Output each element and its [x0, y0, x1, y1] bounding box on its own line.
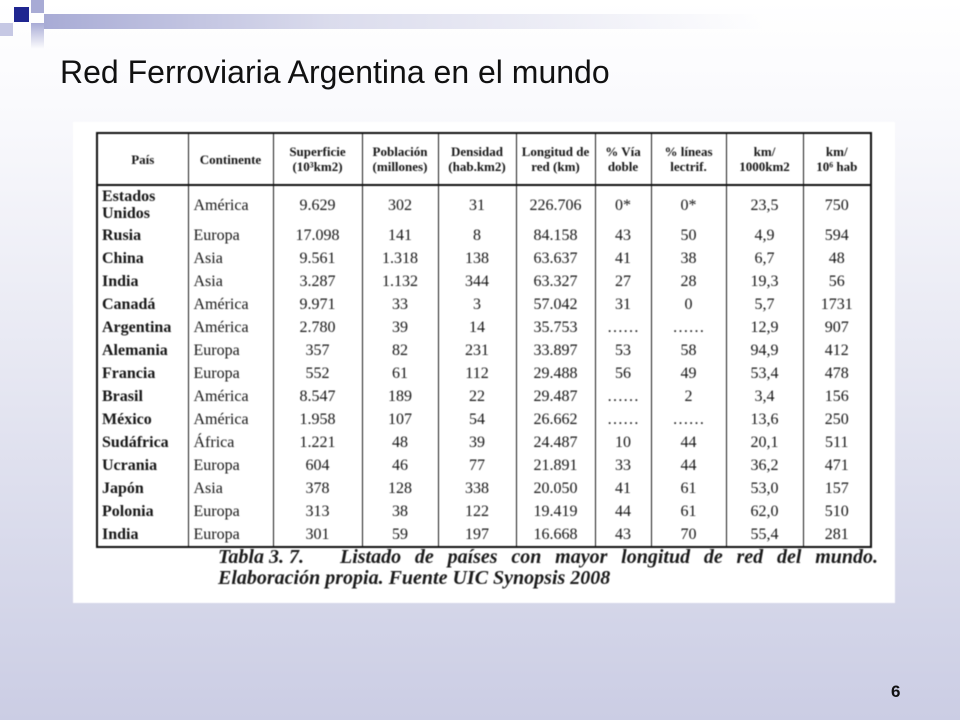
cell-population: 128: [362, 477, 438, 500]
cell-country: Estados Unidos: [97, 185, 188, 224]
cell-km-per-1000km2: 13,6: [726, 408, 803, 431]
table-row: [97, 316, 871, 339]
cell-density: 122: [438, 500, 516, 523]
cell-density: 3: [438, 293, 516, 316]
cell-network-length: 226.706: [516, 185, 595, 224]
cell-density: 54: [438, 408, 516, 431]
cell-electrified-pct: 0: [651, 293, 726, 316]
cell-network-length: 16.668: [516, 523, 595, 547]
cell-km-per-million-inhabitants: 1731: [803, 293, 871, 316]
column-header-line: 1000km2: [739, 159, 790, 174]
cell-double-track-pct: 10: [595, 431, 651, 454]
cell-network-length: 63.637: [516, 247, 595, 270]
cell-network-length: 19.419: [516, 500, 595, 523]
cell-population: 107: [362, 408, 438, 431]
table-row: [97, 339, 871, 362]
header-double-track-pct: [595, 133, 651, 185]
column-header-line: km/: [825, 144, 848, 159]
cell-population: 189: [362, 385, 438, 408]
column-header-line: Superficie: [289, 144, 346, 159]
cell-km-per-1000km2: 4,9: [726, 224, 803, 247]
cell-double-track-pct: 31: [595, 293, 651, 316]
cell-population: 61: [362, 362, 438, 385]
column-header-line: % líneas: [664, 144, 713, 159]
cell-double-track-pct: ……: [595, 316, 651, 339]
cell-km-per-1000km2: 55,4: [726, 523, 803, 547]
cell-electrified-pct: 70: [651, 523, 726, 547]
cell-population: 82: [362, 339, 438, 362]
cell-network-length: 21.891: [516, 454, 595, 477]
cell-km-per-million-inhabitants: 281: [803, 523, 871, 547]
table-body: [97, 185, 871, 547]
cell-continent: América: [188, 385, 273, 408]
cell-area: 1.958: [273, 408, 362, 431]
cell-electrified-pct: 28: [651, 270, 726, 293]
caption-label: Tabla 3. 7.: [218, 546, 304, 568]
header-area: [273, 133, 362, 185]
table-row: [97, 454, 871, 477]
cell-network-length: 35.753: [516, 316, 595, 339]
cell-double-track-pct: 0*: [595, 185, 651, 224]
header-electrified-pct: [651, 133, 726, 185]
cell-network-length: 33.897: [516, 339, 595, 362]
cell-km-per-1000km2: 53,4: [726, 362, 803, 385]
cell-area: 9.561: [273, 247, 362, 270]
cell-electrified-pct: ……: [651, 316, 726, 339]
cell-km-per-1000km2: 5,7: [726, 293, 803, 316]
cell-double-track-pct: 53: [595, 339, 651, 362]
cell-electrified-pct: 61: [651, 500, 726, 523]
cell-continent: Asia: [188, 270, 273, 293]
column-header-line: Densidad: [450, 144, 504, 159]
decorative-square-fade: [31, 23, 44, 49]
table-row: [97, 270, 871, 293]
cell-continent: África: [188, 431, 273, 454]
cell-electrified-pct: ……: [651, 408, 726, 431]
cell-area: 604: [273, 454, 362, 477]
cell-electrified-pct: 61: [651, 477, 726, 500]
cell-network-length: 29.488: [516, 362, 595, 385]
cell-area: 1.221: [273, 431, 362, 454]
column-header-line: (10³km2): [292, 159, 343, 174]
column-header-line: % Vía: [605, 144, 641, 159]
cell-population: 1.132: [362, 270, 438, 293]
cell-density: 22: [438, 385, 516, 408]
cell-area: 3.287: [273, 270, 362, 293]
cell-km-per-million-inhabitants: 907: [803, 316, 871, 339]
cell-density: 197: [438, 523, 516, 547]
cell-double-track-pct: 27: [595, 270, 651, 293]
cell-continent: Europa: [188, 339, 273, 362]
column-header-line: (hab.km2): [448, 159, 506, 174]
cell-density: 344: [438, 270, 516, 293]
cell-km-per-million-inhabitants: 412: [803, 339, 871, 362]
cell-area: 313: [273, 500, 362, 523]
decorative-square: [31, 0, 44, 13]
cell-electrified-pct: 50: [651, 224, 726, 247]
cell-km-per-million-inhabitants: 157: [803, 477, 871, 500]
cell-country: India: [97, 523, 188, 547]
cell-double-track-pct: ……: [595, 385, 651, 408]
cell-continent: Europa: [188, 224, 273, 247]
cell-km-per-million-inhabitants: 156: [803, 385, 871, 408]
cell-double-track-pct: 44: [595, 500, 651, 523]
cell-population: 59: [362, 523, 438, 547]
header-km-per-1000km2: [726, 133, 803, 185]
cell-km-per-million-inhabitants: 48: [803, 247, 871, 270]
decorative-gradient-bar: [44, 14, 764, 29]
table-row: [97, 362, 871, 385]
cell-population: 33: [362, 293, 438, 316]
cell-population: 48: [362, 431, 438, 454]
cell-area: 357: [273, 339, 362, 362]
cell-km-per-million-inhabitants: 594: [803, 224, 871, 247]
cell-country: Canadá: [97, 293, 188, 316]
cell-electrified-pct: 58: [651, 339, 726, 362]
header-km-per-million-inhabitants: [803, 133, 871, 185]
table-row: [97, 500, 871, 523]
cell-country: Brasil: [97, 385, 188, 408]
column-header-line: (millones): [372, 159, 428, 174]
cell-density: 8: [438, 224, 516, 247]
table-row: [97, 185, 871, 224]
page-number: 6: [891, 682, 901, 701]
cell-population: 38: [362, 500, 438, 523]
cell-double-track-pct: ……: [595, 408, 651, 431]
table-row: [97, 293, 871, 316]
cell-continent: América: [188, 408, 273, 431]
table-row: [97, 477, 871, 500]
header-density: [438, 133, 516, 185]
column-header-line: Población: [372, 144, 428, 159]
cell-network-length: 63.327: [516, 270, 595, 293]
cell-country: Argentina: [97, 316, 188, 339]
cell-km-per-1000km2: 20,1: [726, 431, 803, 454]
cell-km-per-million-inhabitants: 250: [803, 408, 871, 431]
cell-km-per-million-inhabitants: 471: [803, 454, 871, 477]
cell-population: 46: [362, 454, 438, 477]
cell-km-per-1000km2: 6,7: [726, 247, 803, 270]
table-row: [97, 385, 871, 408]
cell-network-length: 57.042: [516, 293, 595, 316]
cell-km-per-million-inhabitants: 750: [803, 185, 871, 224]
table-row: [97, 224, 871, 247]
cell-double-track-pct: 56: [595, 362, 651, 385]
cell-km-per-million-inhabitants: 56: [803, 270, 871, 293]
cell-continent: Europa: [188, 362, 273, 385]
cell-km-per-1000km2: 19,3: [726, 270, 803, 293]
cell-double-track-pct: 43: [595, 224, 651, 247]
cell-continent: América: [188, 185, 273, 224]
cell-network-length: 84.158: [516, 224, 595, 247]
table-row: [97, 431, 871, 454]
cell-double-track-pct: 33: [595, 454, 651, 477]
cell-continent: América: [188, 293, 273, 316]
table-row: [97, 523, 871, 547]
cell-km-per-1000km2: 12,9: [726, 316, 803, 339]
cell-density: 39: [438, 431, 516, 454]
cell-continent: Asia: [188, 477, 273, 500]
cell-double-track-pct: 41: [595, 247, 651, 270]
cell-country: Sudáfrica: [97, 431, 188, 454]
cell-country: Ucrania: [97, 454, 188, 477]
cell-density: 338: [438, 477, 516, 500]
cell-km-per-1000km2: 53,0: [726, 477, 803, 500]
cell-country: Alemania: [97, 339, 188, 362]
cell-country: México: [97, 408, 188, 431]
cell-population: 302: [362, 185, 438, 224]
column-header-line: doble: [607, 159, 639, 174]
table-row: [97, 408, 871, 431]
cell-country: Polonia: [97, 500, 188, 523]
cell-km-per-1000km2: 94,9: [726, 339, 803, 362]
railway-network-table: [96, 132, 872, 548]
caption-source: Elaboración propia. Fuente UIC Synopsis 2008: [218, 567, 611, 589]
cell-km-per-1000km2: 23,5: [726, 185, 803, 224]
cell-electrified-pct: 44: [651, 454, 726, 477]
cell-electrified-pct: 0*: [651, 185, 726, 224]
cell-electrified-pct: 38: [651, 247, 726, 270]
column-header-line: lectrif.: [670, 159, 707, 174]
cell-network-length: 20.050: [516, 477, 595, 500]
cell-continent: Europa: [188, 500, 273, 523]
cell-density: 138: [438, 247, 516, 270]
cell-area: 9.971: [273, 293, 362, 316]
header-network-length: [516, 133, 595, 185]
decorative-square: [0, 23, 13, 36]
cell-country: Francia: [97, 362, 188, 385]
header-population: [362, 133, 438, 185]
header-continent: [188, 133, 273, 185]
table-head: [97, 133, 871, 185]
cell-continent: Europa: [188, 523, 273, 547]
column-header-line: red (km): [531, 159, 580, 174]
cell-double-track-pct: 43: [595, 523, 651, 547]
cell-country: China: [97, 247, 188, 270]
cell-area: 9.629: [273, 185, 362, 224]
cell-density: 31: [438, 185, 516, 224]
cell-area: 17.098: [273, 224, 362, 247]
cell-area: 301: [273, 523, 362, 547]
cell-continent: Asia: [188, 247, 273, 270]
cell-electrified-pct: 44: [651, 431, 726, 454]
column-header-line: Longitud de: [521, 144, 590, 159]
cell-continent: América: [188, 316, 273, 339]
caption-text: Listado de países con mayor longitud de red del mundo.: [340, 546, 878, 568]
cell-electrified-pct: 49: [651, 362, 726, 385]
slide-title: Red Ferroviaria Argentina en el mundo: [60, 54, 610, 90]
cell-area: 2.780: [273, 316, 362, 339]
table-header-row: [97, 133, 871, 185]
cell-density: 77: [438, 454, 516, 477]
cell-area: 552: [273, 362, 362, 385]
cell-population: 39: [362, 316, 438, 339]
table-row: [97, 247, 871, 270]
cell-double-track-pct: 41: [595, 477, 651, 500]
cell-area: 378: [273, 477, 362, 500]
cell-km-per-million-inhabitants: 510: [803, 500, 871, 523]
cell-population: 141: [362, 224, 438, 247]
cell-density: 112: [438, 362, 516, 385]
cell-network-length: 24.487: [516, 431, 595, 454]
cell-km-per-1000km2: 3,4: [726, 385, 803, 408]
column-header-line: km/: [753, 144, 776, 159]
cell-km-per-million-inhabitants: 511: [803, 431, 871, 454]
header-country: [97, 133, 188, 185]
cell-electrified-pct: 2: [651, 385, 726, 408]
cell-population: 1.318: [362, 247, 438, 270]
cell-country: Rusia: [97, 224, 188, 247]
cell-density: 14: [438, 316, 516, 339]
cell-area: 8.547: [273, 385, 362, 408]
decorative-square-navy: [14, 7, 29, 22]
cell-country: India: [97, 270, 188, 293]
cell-continent: Europa: [188, 454, 273, 477]
cell-km-per-1000km2: 62,0: [726, 500, 803, 523]
table-figure: [73, 122, 895, 603]
cell-network-length: 29.487: [516, 385, 595, 408]
column-header-line: 10⁶ hab: [816, 159, 858, 174]
column-header-line: País: [131, 151, 155, 167]
cell-network-length: 26.662: [516, 408, 595, 431]
cell-country: Japón: [97, 477, 188, 500]
column-header-line: Continente: [199, 151, 262, 167]
cell-density: 231: [438, 339, 516, 362]
cell-km-per-million-inhabitants: 478: [803, 362, 871, 385]
cell-km-per-1000km2: 36,2: [726, 454, 803, 477]
